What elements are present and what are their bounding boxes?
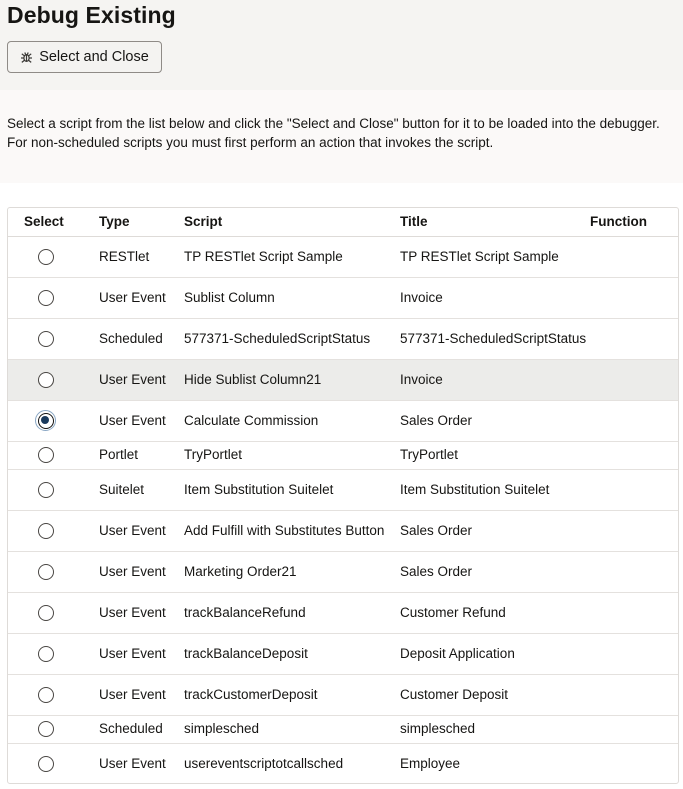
select-cell (8, 743, 85, 784)
table-row[interactable] (8, 441, 679, 469)
title-cell: Sales Order (400, 400, 590, 441)
select-radio[interactable] (38, 605, 54, 621)
title-cell: Employee (400, 755, 461, 771)
type-cell: Scheduled (85, 318, 184, 359)
script-cell: trackBalanceDeposit (184, 633, 400, 674)
select-cell (8, 510, 85, 551)
table-row[interactable] (8, 400, 679, 441)
function-cell (590, 743, 679, 784)
title-cell: Customer Refund (400, 592, 590, 633)
title-cell: Sales Order (400, 551, 590, 592)
function-cell (590, 400, 679, 441)
type-cell: User Event (85, 551, 184, 592)
function-cell (590, 277, 679, 318)
table-row[interactable] (8, 359, 679, 400)
function-cell (590, 236, 679, 277)
select-cell (8, 674, 85, 715)
function-cell (590, 674, 679, 715)
select-cell (8, 633, 85, 674)
select-radio[interactable] (38, 290, 54, 306)
title-cell: TryPortlet (400, 441, 590, 469)
header-type: Type (85, 208, 184, 236)
table-row[interactable] (8, 743, 679, 784)
script-cell: TP RESTlet Script Sample (184, 236, 400, 277)
title-cell: simplesched (400, 715, 590, 743)
script-cell: Add Fulfill with Substitutes Button (184, 510, 400, 551)
header-script: Script (184, 208, 400, 236)
page-title: Debug Existing (7, 2, 176, 28)
function-cell (590, 469, 679, 510)
script-cell: Calculate Commission (184, 400, 400, 441)
function-cell (590, 592, 679, 633)
table-row[interactable] (8, 318, 679, 359)
function-cell (590, 318, 679, 359)
title-cell: 577371-ScheduledScriptStatus (400, 318, 590, 359)
select-and-close-label: Select and Close (39, 49, 149, 65)
table-row[interactable] (8, 715, 679, 743)
select-radio[interactable] (38, 523, 54, 539)
title-cell: Invoice (400, 359, 590, 400)
select-cell (8, 400, 85, 441)
title-cell: Sales Order (400, 510, 590, 551)
select-radio[interactable] (38, 482, 54, 498)
title-cell: TP RESTlet Script Sample (400, 236, 590, 277)
select-radio[interactable] (38, 413, 54, 429)
function-cell (590, 715, 679, 743)
select-cell (8, 277, 85, 318)
script-cell: trackCustomerDeposit (184, 674, 400, 715)
select-radio[interactable] (38, 372, 54, 388)
instructions-panel (0, 90, 683, 183)
script-cell: trackBalanceRefund (184, 592, 400, 633)
type-cell: Suitelet (85, 469, 184, 510)
title-cell: Invoice (400, 277, 590, 318)
select-cell (8, 318, 85, 359)
type-cell: Portlet (85, 441, 184, 469)
table-row[interactable] (8, 592, 679, 633)
select-cell (8, 236, 85, 277)
function-cell (590, 633, 679, 674)
select-cell (8, 551, 85, 592)
script-cell: Sublist Column (184, 277, 400, 318)
type-cell: User Event (85, 277, 184, 318)
script-cell: Marketing Order21 (184, 551, 400, 592)
title-cell: Item Substitution Suitelet (400, 469, 590, 510)
select-cell (8, 469, 85, 510)
function-cell (590, 551, 679, 592)
select-radio[interactable] (38, 447, 54, 463)
header-select: Select (8, 208, 85, 236)
title-cell: Deposit Application (400, 633, 590, 674)
table-row[interactable] (8, 674, 679, 715)
select-radio[interactable] (38, 721, 54, 737)
title-cell: Customer Deposit (400, 674, 590, 715)
script-cell: 577371-ScheduledScriptStatus (184, 318, 400, 359)
type-cell: User Event (85, 674, 184, 715)
debug-icon (20, 51, 33, 64)
type-cell: User Event (85, 633, 184, 674)
table-row[interactable] (8, 277, 679, 318)
select-radio[interactable] (38, 249, 54, 265)
table-row[interactable] (8, 633, 679, 674)
select-radio[interactable] (38, 687, 54, 703)
table-row[interactable] (8, 236, 679, 277)
script-cell: TryPortlet (184, 441, 400, 469)
instructions-text: Select a script from the list below and click the "Select and Close" button for it to be loaded into the debugger. For non-scheduled scripts you must first perform an action that invokes the script. (7, 116, 660, 150)
select-radio[interactable] (38, 564, 54, 580)
select-radio[interactable] (38, 646, 54, 662)
select-radio[interactable] (38, 756, 54, 772)
select-cell (8, 359, 85, 400)
table-row[interactable] (8, 510, 679, 551)
type-cell: RESTlet (85, 236, 184, 277)
select-radio[interactable] (38, 331, 54, 347)
function-cell (590, 510, 679, 551)
table-row[interactable] (8, 551, 679, 592)
script-cell: Item Substitution Suitelet (184, 469, 400, 510)
scripts-table (7, 207, 679, 784)
table-header-row (8, 208, 679, 236)
type-cell: User Event (85, 592, 184, 633)
script-cell: Hide Sublist Column21 (184, 359, 400, 400)
type-cell: User Event (85, 510, 184, 551)
type-cell: Scheduled (85, 715, 184, 743)
header-function: Function (590, 208, 679, 236)
type-cell: User Event (85, 400, 184, 441)
select-cell (8, 592, 85, 633)
type-cell: User Event (85, 359, 184, 400)
type-cell: User Event (99, 755, 166, 771)
script-cell: simplesched (184, 715, 400, 743)
function-cell (590, 359, 679, 400)
select-cell (8, 441, 85, 469)
select-cell (8, 715, 85, 743)
function-cell (590, 441, 679, 469)
select-and-close-button[interactable] (7, 41, 162, 73)
header-title: Title (400, 208, 590, 236)
table-row[interactable] (8, 469, 679, 510)
script-cell: usereventscriptotcallsched (184, 755, 344, 771)
